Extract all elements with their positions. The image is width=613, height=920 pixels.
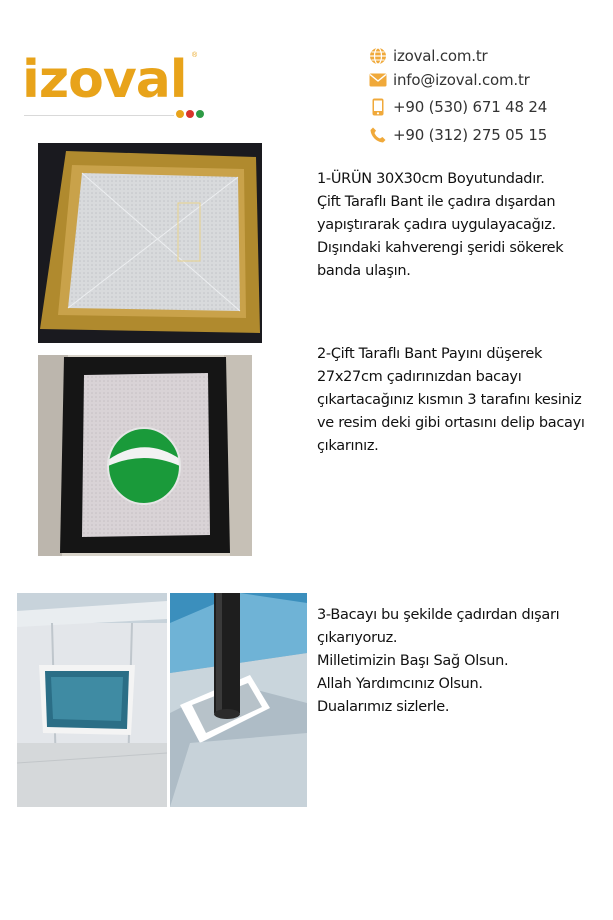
step1-line-1: 1-ÜRÜN 30X30cm Boyutundadır. xyxy=(317,171,545,187)
step2-line-5: çıkarınız. xyxy=(317,438,379,454)
step3-line-1: 3-Bacayı bu şekilde çadırdan dışarı xyxy=(317,607,560,623)
step3-line-4: Allah Yardımcınız Olsun. xyxy=(317,676,483,692)
step3-description xyxy=(317,604,559,719)
website-link[interactable]: izoval.com.tr xyxy=(393,47,488,65)
step2-line-2: 27x27cm çadırınızdan bacayı xyxy=(317,369,522,385)
patch-with-hole-image xyxy=(38,355,252,556)
step1-photo xyxy=(38,143,262,343)
step1-line-3: yapıştırarak çadıra uygulayacağız. xyxy=(317,217,556,233)
registered-mark: ® xyxy=(192,52,198,59)
email-link[interactable]: info@izoval.com.tr xyxy=(393,71,530,89)
step1-description xyxy=(317,168,563,283)
brand-logo xyxy=(22,48,197,128)
step2-description xyxy=(317,343,585,458)
badge-yellow-icon xyxy=(176,110,184,118)
globe-icon xyxy=(369,47,387,65)
step3-photo-left xyxy=(17,593,167,807)
stovepipe-through-tent-image xyxy=(170,593,307,807)
brand-name: izoval xyxy=(22,50,187,110)
phone-row[interactable] xyxy=(369,123,547,147)
step3-line-5: Dualarımız sizlerle. xyxy=(317,699,450,715)
mobile-phone-icon xyxy=(369,98,387,116)
step3-line-2: çıkarıyoruz. xyxy=(317,630,398,646)
tent-window-image xyxy=(17,593,167,807)
step2-line-1: 2-Çift Taraflı Bant Payını düşerek xyxy=(317,346,543,362)
step3-line-3: Milletimizin Başı Sağ Olsun. xyxy=(317,653,509,669)
logo-badges xyxy=(174,110,214,122)
step3-photo-right xyxy=(170,593,307,807)
mobile-phone-number[interactable]: +90 (530) 671 48 24 xyxy=(393,98,548,116)
step1-line-5: banda ulaşın. xyxy=(317,263,411,279)
email-row[interactable] xyxy=(369,68,530,92)
badge-red-icon xyxy=(186,110,194,118)
step2-line-4: ve resim deki gibi ortasını delip bacayı xyxy=(317,415,585,431)
mobile-row[interactable] xyxy=(369,95,547,119)
step2-line-3: çıkartacağınız kısmın 3 tarafını kesiniz xyxy=(317,392,582,408)
telephone-icon xyxy=(369,126,387,144)
step2-photo xyxy=(38,355,252,556)
envelope-icon xyxy=(369,71,387,89)
phone-number[interactable]: +90 (312) 275 05 15 xyxy=(393,126,548,144)
logo-underline xyxy=(24,115,174,116)
badge-green-icon xyxy=(196,110,204,118)
step1-line-2: Çift Taraflı Bant ile çadıra dışardan xyxy=(317,194,556,210)
patch-with-tape-image xyxy=(38,143,262,343)
step1-line-4: Dışındaki kahverengi şeridi sökerek xyxy=(317,240,564,256)
website-row[interactable] xyxy=(369,44,487,68)
